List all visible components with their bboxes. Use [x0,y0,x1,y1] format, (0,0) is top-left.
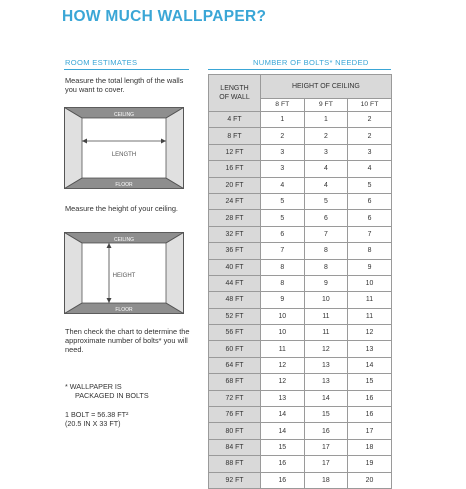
step2-text: Measure the height of your ceiling. [65,204,178,213]
bolts-count-cell: 5 [348,177,392,193]
wall-length-cell: 76 FT [209,407,261,423]
bolts-count-cell: 12 [261,374,305,390]
wall-length-cell: 40 FT [209,259,261,275]
table-row [209,243,392,259]
table-row [209,439,392,455]
bolts-count-cell: 20 [348,472,392,488]
column-header-8ft: 8 FT [261,98,305,111]
bolts-count-cell: 4 [261,177,305,193]
bolt-size-line-2: (20.5 IN X 33 FT) [65,419,121,428]
bolts-count-cell: 2 [348,128,392,144]
ceiling-label-1: CEILING [113,112,135,118]
bolts-table-body [209,112,392,489]
bolts-count-cell: 4 [304,177,348,193]
table-row [209,423,392,439]
bolts-count-cell: 9 [304,275,348,291]
bolts-count-cell: 8 [261,259,305,275]
bolts-count-cell: 6 [304,210,348,226]
height-of-ceiling-header: HEIGHT OF CEILING [261,75,392,99]
floor-label-2: FLOOR [115,307,133,313]
bolts-count-cell: 17 [304,439,348,455]
bolts-count-cell: 15 [304,407,348,423]
table-row [209,308,392,324]
wall-length-cell: 64 FT [209,357,261,373]
bolts-count-cell: 8 [261,275,305,291]
table-row [209,193,392,209]
bolts-count-cell: 10 [348,275,392,291]
table-row [209,390,392,406]
wall-length-cell: 80 FT [209,423,261,439]
note-line-1: * WALLPAPER IS [65,382,122,391]
wall-length-cell: 92 FT [209,472,261,488]
bolts-count-cell: 7 [348,226,392,242]
bolts-count-cell: 11 [261,341,305,357]
bolts-count-cell: 14 [261,423,305,439]
bolts-count-cell: 9 [261,292,305,308]
table-row [209,259,392,275]
bolts-count-cell: 18 [304,472,348,488]
bolts-count-cell: 5 [261,210,305,226]
bolts-count-cell: 16 [261,456,305,472]
bolts-count-cell: 1 [304,112,348,128]
wall-length-cell: 52 FT [209,308,261,324]
wall-length-cell: 24 FT [209,193,261,209]
bolts-count-cell: 2 [348,112,392,128]
floor-label-1: FLOOR [115,182,133,188]
table-row [209,144,392,160]
height-label: HEIGHT [112,273,136,279]
bolts-count-cell: 19 [348,456,392,472]
bolts-count-cell: 1 [261,112,305,128]
wall-length-cell: 20 FT [209,177,261,193]
ceiling-label-2: CEILING [113,237,135,243]
bolts-count-cell: 17 [304,456,348,472]
bolts-count-cell: 11 [304,308,348,324]
room-estimates-underline [64,69,189,70]
length-label: LENGTH [111,152,137,158]
bolts-count-cell: 13 [304,374,348,390]
wall-length-cell: 88 FT [209,456,261,472]
wall-length-cell: 16 FT [209,161,261,177]
table-row [209,292,392,308]
bolts-count-cell: 9 [348,259,392,275]
length-header-line1: LENGTH [220,85,249,92]
bolts-count-cell: 5 [304,193,348,209]
bolts-needed-underline [208,69,391,70]
table-row [209,472,392,488]
room-estimates-heading: ROOM ESTIMATES [65,58,138,67]
bolts-count-cell: 13 [304,357,348,373]
table-row [209,161,392,177]
bolts-count-cell: 12 [304,341,348,357]
length-diagram [64,107,184,189]
bolts-count-cell: 14 [348,357,392,373]
wall-length-cell: 28 FT [209,210,261,226]
bolts-table [208,74,392,489]
table-row [209,226,392,242]
bolts-count-cell: 12 [261,357,305,373]
table-row [209,112,392,128]
table-row [209,407,392,423]
table-row [209,325,392,341]
wall-length-cell: 48 FT [209,292,261,308]
wall-length-cell: 8 FT [209,128,261,144]
table-row [209,374,392,390]
bolts-count-cell: 8 [304,243,348,259]
bolts-count-cell: 18 [348,439,392,455]
bolts-count-cell: 3 [261,144,305,160]
bolts-count-cell: 7 [304,226,348,242]
length-header-line2: OF WALL [219,94,250,101]
bolts-count-cell: 10 [304,292,348,308]
page-title: HOW MUCH WALLPAPER? [62,8,267,25]
bolts-count-cell: 3 [304,144,348,160]
table-row [209,357,392,373]
bolts-count-cell: 13 [261,390,305,406]
wall-length-cell: 84 FT [209,439,261,455]
step1-text: Measure the total length of the walls you want to cover. [65,76,184,95]
bolts-count-cell: 6 [261,226,305,242]
table-row [209,128,392,144]
bolts-count-cell: 16 [304,423,348,439]
bolts-count-cell: 10 [261,325,305,341]
bolts-count-cell: 16 [261,472,305,488]
bolts-count-cell: 4 [348,161,392,177]
wall-length-cell: 12 FT [209,144,261,160]
bolt-size-line-1: 1 BOLT = 56.38 FT² [65,410,129,419]
bolts-count-cell: 2 [304,128,348,144]
bolts-count-cell: 15 [261,439,305,455]
table-row [209,275,392,291]
bolts-count-cell: 6 [348,193,392,209]
wall-length-cell: 32 FT [209,226,261,242]
wall-length-cell: 56 FT [209,325,261,341]
table-row [209,341,392,357]
column-header-9ft: 9 FT [304,98,348,111]
wall-length-cell: 4 FT [209,112,261,128]
bolts-count-cell: 14 [304,390,348,406]
wall-length-cell: 68 FT [209,374,261,390]
bolts-count-cell: 11 [304,325,348,341]
bolts-count-cell: 13 [348,341,392,357]
bolts-count-cell: 12 [348,325,392,341]
bolts-count-cell: 8 [348,243,392,259]
bolts-count-cell: 7 [261,243,305,259]
bolts-count-cell: 5 [261,193,305,209]
bolts-count-cell: 17 [348,423,392,439]
bolts-count-cell: 3 [261,161,305,177]
length-of-wall-header [209,75,261,112]
table-row [209,210,392,226]
column-header-10ft: 10 FT [348,98,392,111]
bolts-count-cell: 2 [261,128,305,144]
wall-length-cell: 44 FT [209,275,261,291]
bolts-count-cell: 16 [348,390,392,406]
bolts-count-cell: 14 [261,407,305,423]
bolts-needed-heading: NUMBER OF BOLTS* NEEDED [253,58,369,67]
bolts-count-cell: 16 [348,407,392,423]
bolts-count-cell: 15 [348,374,392,390]
bolts-count-cell: 8 [304,259,348,275]
bolts-count-cell: 11 [348,292,392,308]
bolts-count-cell: 4 [304,161,348,177]
note-line-2: PACKAGED IN BOLTS [75,391,149,400]
wall-length-cell: 36 FT [209,243,261,259]
bolts-count-cell: 11 [348,308,392,324]
table-row [209,456,392,472]
step3-text: Then check the chart to determine the approximate number of bolts* you will need. [65,327,190,355]
wall-length-cell: 72 FT [209,390,261,406]
bolts-count-cell: 3 [348,144,392,160]
wall-length-cell: 60 FT [209,341,261,357]
bolts-count-cell: 10 [261,308,305,324]
table-row [209,177,392,193]
height-diagram [64,232,184,314]
bolts-count-cell: 6 [348,210,392,226]
